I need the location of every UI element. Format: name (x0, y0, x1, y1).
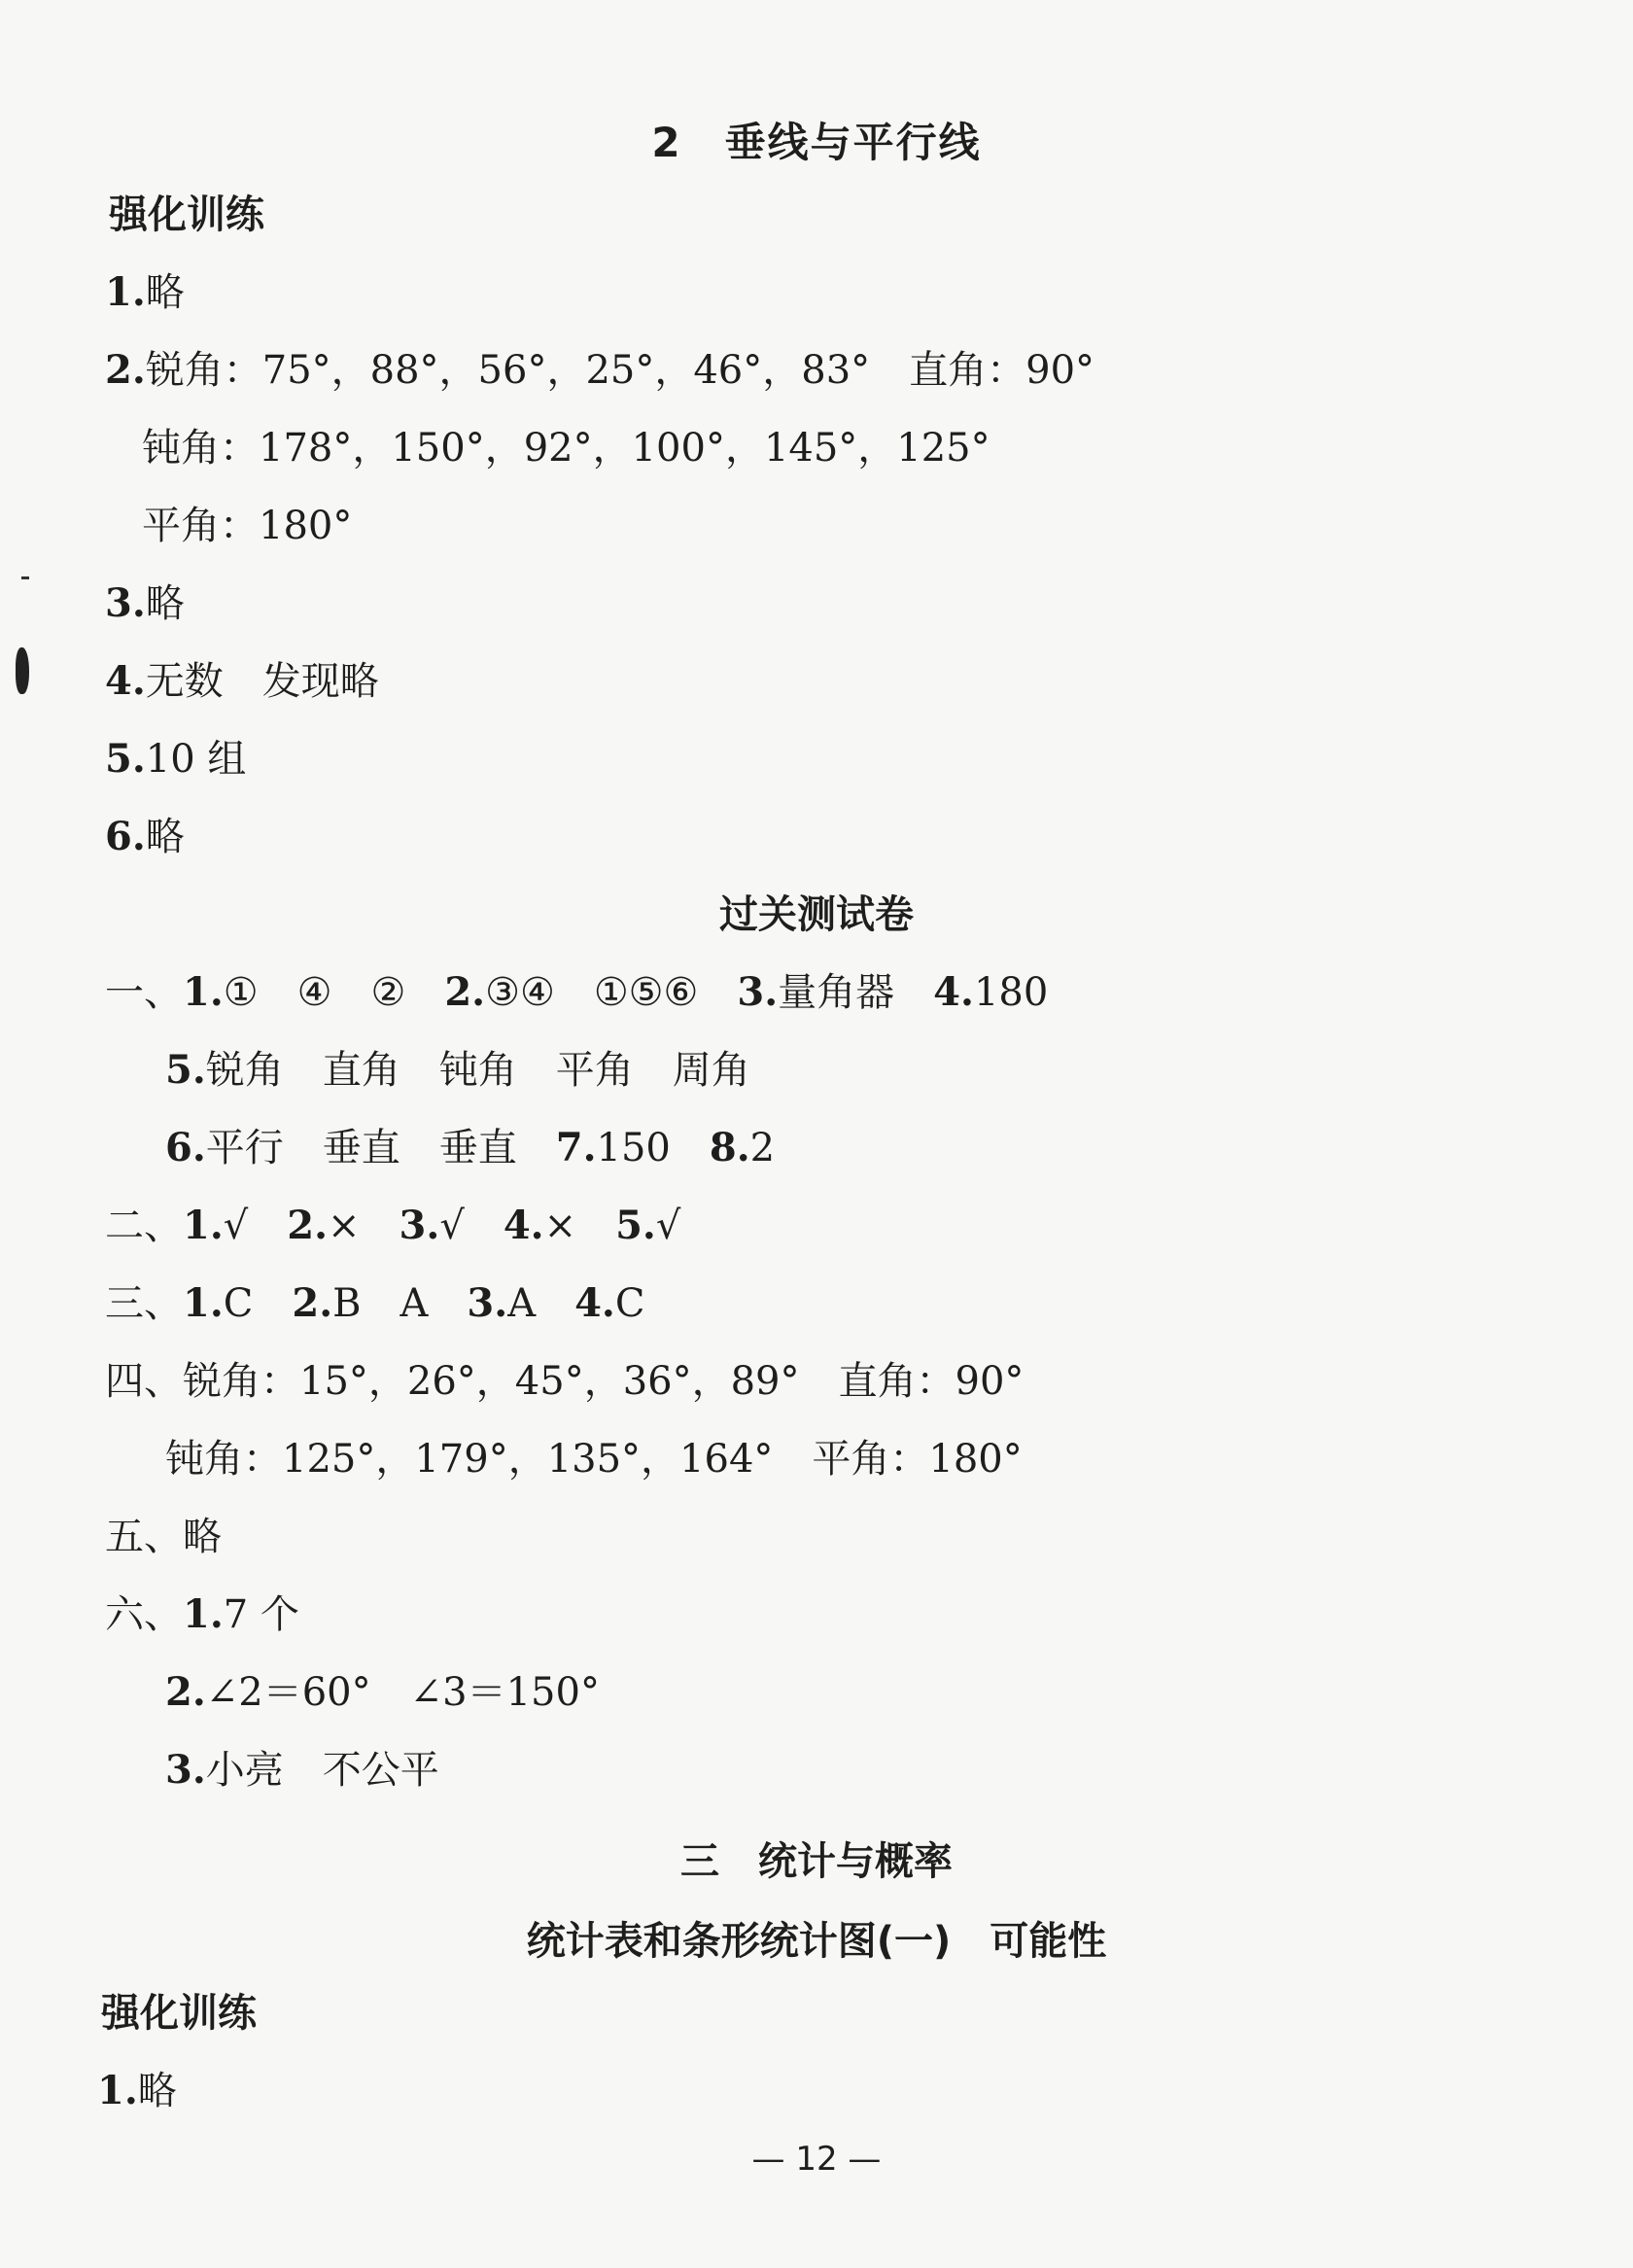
answer-text: C (614, 1281, 645, 1326)
section-prefix: 五、 (105, 1515, 183, 1559)
test-answer-row (105, 1279, 644, 1328)
answer-text: 2 (749, 1126, 776, 1170)
chapter-title: 三 统计与概率 (680, 1839, 953, 1884)
answer-text: 锐角：75°，88°，56°，25°，46°，83° 直角：90° (145, 348, 1095, 393)
test-answer-row (105, 1513, 222, 1561)
section-prefix: 三、 (105, 1281, 183, 1326)
question-number: 1. (183, 969, 224, 1015)
question-number: 6. (165, 1125, 206, 1170)
subchapter-title: 统计表和条形统计图(一) 可能性 (526, 1919, 1107, 1964)
question-number: 4. (503, 1203, 544, 1248)
test-title: 过关测试卷 (719, 892, 914, 937)
question-number: 3. (467, 1280, 508, 1326)
question-number: 4. (574, 1280, 615, 1326)
answer-text: 钝角：178°，150°，92°，100°，145°，125° (142, 426, 990, 471)
practice-answer (105, 579, 185, 628)
section-prefix: 一、 (105, 970, 183, 1015)
answer-text: √ (439, 1204, 504, 1248)
question-number: 2. (444, 969, 486, 1015)
answer-text: 150 (596, 1126, 710, 1170)
test-answer-row (165, 1668, 600, 1717)
practice-answer (105, 813, 185, 861)
scan-speck (21, 576, 29, 579)
answer-text: 略 (145, 270, 185, 315)
practice-answer-continued (142, 502, 352, 550)
answer-text: 略 (145, 581, 185, 626)
practice-heading: 强化训练 (101, 1991, 257, 2036)
question-number: 1. (105, 269, 146, 315)
answer-text: 无数 发现略 (145, 659, 379, 704)
practice-answer (105, 735, 246, 784)
question-number: 6. (105, 814, 146, 859)
answer-text: ③④ ①⑤⑥ (485, 970, 738, 1015)
test-answer-row (105, 1202, 680, 1250)
question-number: 1. (183, 1280, 224, 1326)
answer-text: 略 (137, 2069, 177, 2113)
test-answer-row (165, 1435, 1023, 1483)
question-number: 3. (165, 1747, 206, 1793)
section-prefix: 四、 (105, 1359, 183, 1404)
answer-text: C (223, 1281, 293, 1326)
section-prefix: 六、 (105, 1592, 183, 1637)
practice-answer (105, 268, 185, 317)
answer-text: B A (332, 1281, 468, 1326)
question-number: 3. (105, 580, 146, 626)
answer-text: √ (223, 1204, 288, 1248)
answer-text: √ (655, 1204, 681, 1248)
section-prefix: 二、 (105, 1204, 183, 1248)
test-answer-row (165, 1124, 775, 1172)
question-number: 2. (287, 1203, 329, 1248)
practice-answer (105, 657, 379, 706)
test-answer-row (105, 1590, 299, 1639)
answer-text: 10 组 (145, 737, 247, 782)
question-number: 8. (709, 1125, 750, 1170)
question-number: 4. (105, 658, 146, 704)
question-number: 4. (933, 969, 974, 1015)
test-answer-row (165, 1746, 439, 1795)
question-number: 5. (615, 1203, 656, 1248)
answer-text: 180 (973, 970, 1049, 1015)
answer-text: 量角器 (778, 970, 934, 1015)
question-number: 7. (555, 1125, 597, 1170)
test-answer-row (105, 968, 1048, 1017)
practice-heading: 强化训练 (109, 192, 264, 237)
question-number: 2. (292, 1280, 333, 1326)
answer-text: 锐角 直角 钝角 平角 周角 (205, 1048, 750, 1093)
page-number: — 12 — (751, 2140, 882, 2179)
answer-text: A (507, 1281, 575, 1326)
section-title: 2 垂线与平行线 (651, 119, 982, 166)
answer-text: 锐角：15°，26°，45°，36°，89° 直角：90° (183, 1359, 1025, 1404)
question-number: 5. (105, 736, 146, 782)
answer-text: 小亮 不公平 (205, 1748, 439, 1793)
question-number: 1. (183, 1203, 224, 1248)
practice-answer-continued (142, 424, 990, 472)
answer-text: 平角：180° (142, 504, 353, 548)
question-number: 3. (737, 969, 779, 1015)
practice-answer (105, 346, 1094, 395)
answer-text: ① ④ ② (223, 970, 445, 1015)
answer-text: 平行 垂直 垂直 (205, 1126, 556, 1170)
answer-text: 略 (145, 815, 185, 859)
question-number: 3. (399, 1203, 440, 1248)
practice-answer (97, 2067, 177, 2115)
answer-text: 7 个 (223, 1592, 299, 1637)
answer-text: ∠2＝60° ∠3＝150° (205, 1670, 600, 1715)
question-number: 2. (165, 1669, 206, 1715)
answer-text: × (543, 1204, 616, 1248)
answer-text: × (328, 1204, 400, 1248)
test-answer-row (165, 1046, 750, 1095)
question-number: 1. (97, 2068, 138, 2113)
test-answer-row (105, 1357, 1024, 1406)
answer-text: 钝角：125°，179°，135°，164° 平角：180° (165, 1437, 1023, 1482)
question-number: 2. (105, 347, 146, 393)
answer-text: 略 (183, 1515, 222, 1559)
question-number: 1. (183, 1591, 224, 1637)
question-number: 5. (165, 1047, 206, 1093)
scan-ink-blot (16, 647, 29, 694)
